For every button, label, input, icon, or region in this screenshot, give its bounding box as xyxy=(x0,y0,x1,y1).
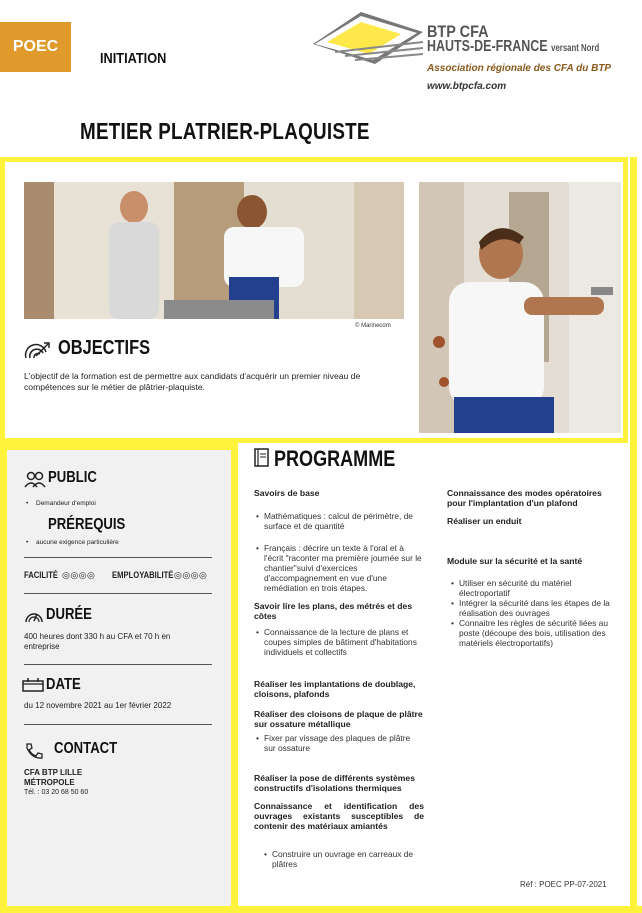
logo-line2 xyxy=(427,38,599,56)
contact-org-line2: MÉTROPOLE xyxy=(24,778,75,787)
programme-bullet: • Intégrer la sécurité dans les étapes de la réalisation des ouvrages xyxy=(449,598,617,618)
employabilite-rating: ◎◎◎◎ xyxy=(174,570,208,580)
contact-phone[interactable]: Tél. : 03 20 68 50 60 xyxy=(24,789,89,796)
book-icon xyxy=(254,448,270,473)
public-title: PUBLIC xyxy=(48,469,97,486)
plasterer-photo xyxy=(419,182,621,433)
public-bullet: • xyxy=(26,500,29,507)
duree-title: DURÉE xyxy=(46,606,92,623)
logo-url[interactable]: www.btpcfa.com xyxy=(427,81,507,92)
formation-type: INITIATION xyxy=(100,50,167,67)
divider xyxy=(24,593,212,594)
logo-region: HAUTS-DE-FRANCE xyxy=(427,38,548,55)
programme-heading: Module sur la sécurité et la santé xyxy=(447,556,583,566)
logo-line1: BTP CFA xyxy=(427,22,489,41)
target-icon xyxy=(22,338,52,367)
date-text: du 12 novembre 2021 au 1er février 2022 xyxy=(24,701,172,710)
programme-bullet: • Connaitre les règles de sécurité liées au poste (découpe des bois, utilisation des matériels électroportatifs) xyxy=(449,618,617,648)
programme-heading: Connaissance et identification des ouvrages existants susceptibles de contenir des matériaux amiantés xyxy=(254,801,424,831)
programme-bullet: • Connaissance de la lecture de plans et coupes simples de bâtiment d'habitations individuels et collectifs xyxy=(254,627,424,657)
prerequis-title: PRÉREQUIS xyxy=(48,516,126,533)
prerequis-item: aucune exigence particulière xyxy=(36,539,119,546)
btp-cfa-logo xyxy=(305,10,635,100)
logo-tagline: Association régionale des CFA du BTP xyxy=(427,63,612,74)
programme-heading: Réaliser un enduit xyxy=(447,516,522,526)
programme-heading: Savoirs de base xyxy=(254,488,320,498)
duree-text: 400 heures dont 330 h au CFA et 70 h en entreprise xyxy=(24,632,171,651)
contact-org xyxy=(24,768,82,788)
divider xyxy=(24,724,212,725)
date-title: DATE xyxy=(46,676,81,693)
programme-heading: Savoir lire les plans, des métrés et des côtes xyxy=(254,601,413,621)
programme-bullet: • Utiliser en sécurité du matériel électroportatif xyxy=(449,578,617,598)
programme-title: PROGRAMME xyxy=(274,446,396,471)
page-title: METIER PLATRIER-PLAQUISTE xyxy=(80,118,370,144)
programme-column-right xyxy=(447,488,617,648)
facilite-label: FACILITÉ xyxy=(24,570,58,580)
programme-bullet: • Mathématiques : calcul de périmètre, de surface et de quantité xyxy=(254,511,424,531)
objectifs-title: OBJECTIFS xyxy=(58,337,151,359)
programme-heading: Réaliser la pose de différents systèmes constructifs d'isolations thermiques xyxy=(254,773,415,793)
programme-heading: Connaissance des modes opératoires pour l'implantation d'un plafond xyxy=(447,488,602,508)
calendar-icon xyxy=(22,678,44,697)
prerequis-bullet: • xyxy=(26,539,29,546)
programme-bullet: • Construire un ouvrage en carreaux de plâtres xyxy=(262,849,424,869)
contact-title: CONTACT xyxy=(54,740,118,757)
reference: Réf : POEC PP-07-2021 xyxy=(520,880,607,889)
right-frame-bar xyxy=(630,157,637,913)
people-icon xyxy=(24,470,46,493)
divider xyxy=(24,557,212,558)
programme-heading: Réaliser les implantations de doublage, cloisons, plafonds xyxy=(254,679,416,699)
photo-credit: © Marinecom xyxy=(355,323,391,329)
logo-region-suffix: versant Nord xyxy=(551,43,600,54)
contact-org-line1: CFA BTP LILLE xyxy=(24,768,83,777)
objectifs-text: L'objectif de la formation est de permettre aux candidats d'acquérir un premier niveau de compétences sur le métier de plâtrier-plaquiste. xyxy=(24,371,361,392)
programme-heading: Réaliser des cloisons de plaque de plâtre sur ossature métallique xyxy=(254,709,423,729)
phone-icon xyxy=(24,742,44,765)
workers-photo xyxy=(24,182,404,319)
facilite-rating: ◎◎◎◎ xyxy=(62,570,96,580)
public-item: Demandeur d'emploi xyxy=(36,500,96,507)
employabilite-label: EMPLOYABILITÉ xyxy=(112,570,174,580)
programme-column-left xyxy=(254,488,424,869)
divider xyxy=(24,664,212,665)
poec-badge: POEC xyxy=(0,22,71,72)
programme-bullet: • Fixer par vissage des plaques de plâtre sur ossature xyxy=(254,733,424,753)
programme-bullet: • Français : décrire un texte à l'oral et à l'écrit "raconter ma première journée sur le chantier"suivi d'exercices d'accompagnement en vue d'une remédiation en trois étapes. xyxy=(254,543,424,593)
logo-mark-icon xyxy=(305,10,430,70)
gauge-icon xyxy=(24,607,44,630)
